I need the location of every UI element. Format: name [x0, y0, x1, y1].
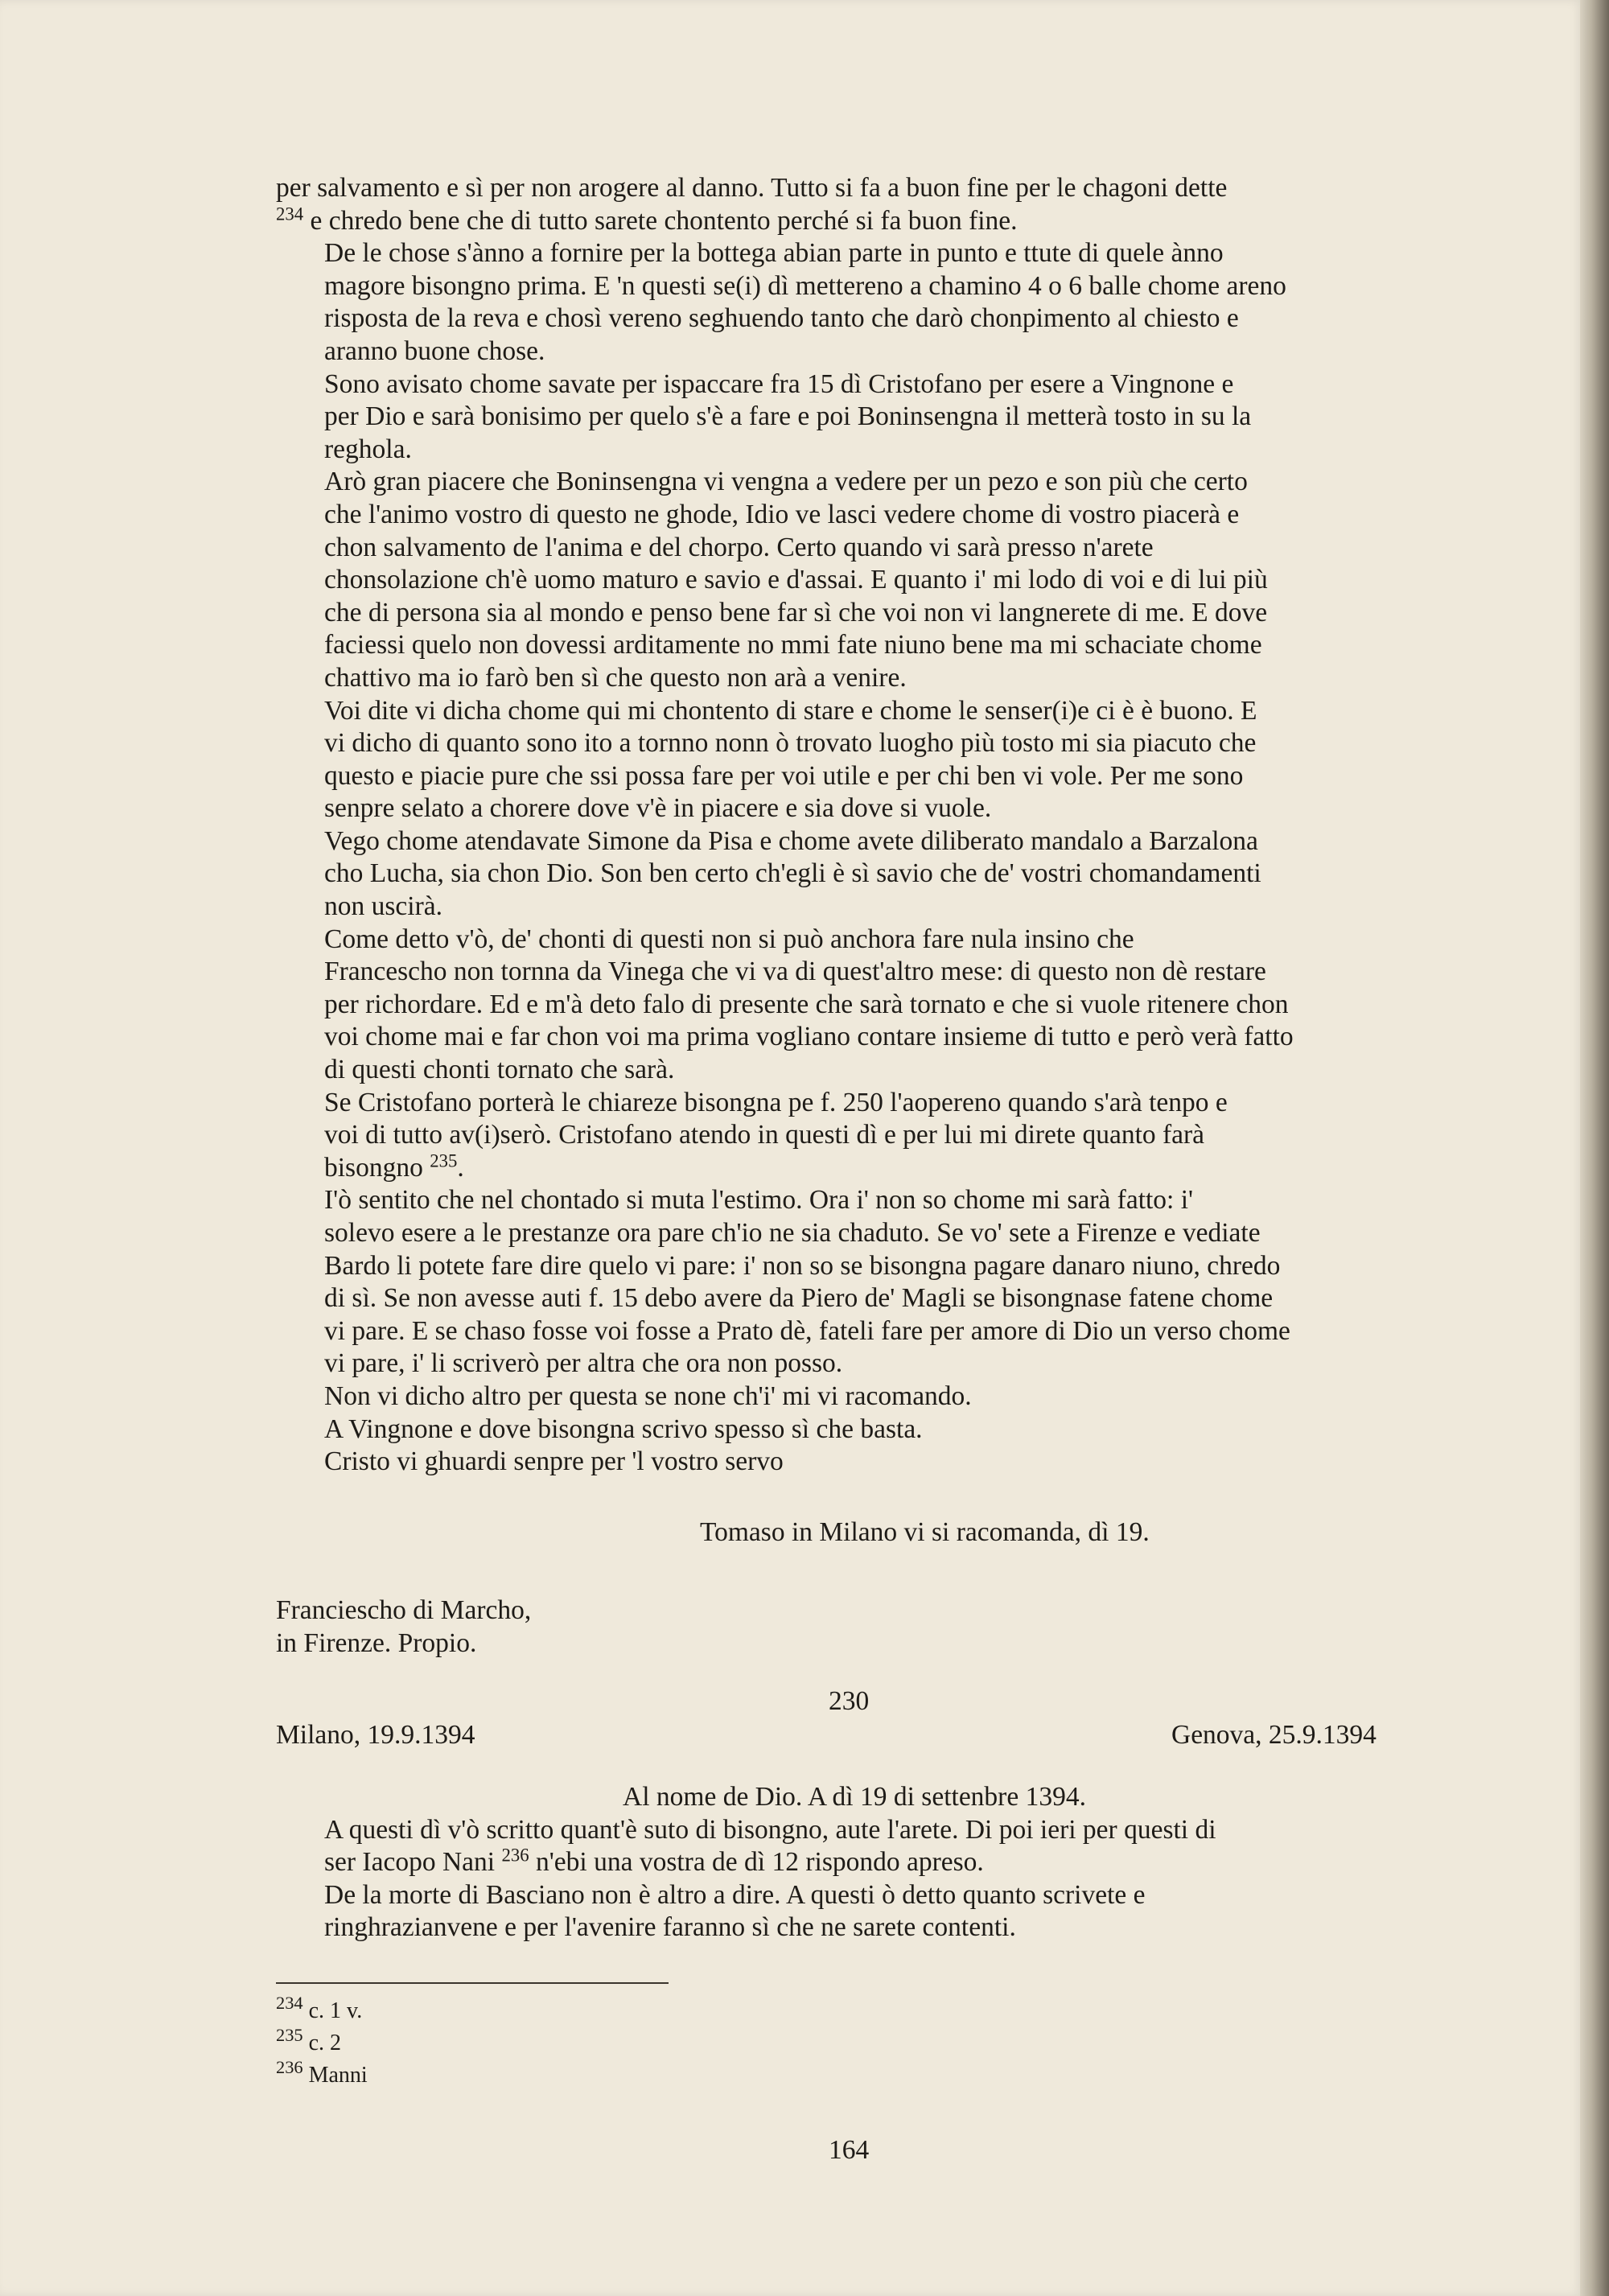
text-line: Bardo li potete fare dire quelo vi pare: i' non so se bisongna pagare danaro niuno, chredo	[324, 1250, 1281, 1281]
text-line: Voi dite vi dicha chome qui mi chontento di stare e chome le senser(i)e ci è è buono. E	[324, 695, 1257, 726]
text-line: solevo esere a le prestanze ora pare ch'io ne sia chaduto. Se vo' sete a Firenze e vediate	[324, 1218, 1261, 1248]
footnote	[276, 1992, 368, 2027]
text-line: questo e piacie pure che ssi possa fare per voi utile e per chi ben vi vole. Per me sono	[324, 760, 1244, 791]
paragraph	[276, 1413, 1433, 1446]
place-to: Genova, 25.9.1394	[1171, 1720, 1376, 1750]
text-line: chonsolazione ch'è uomo maturo e savio e d'assai. E quanto i' mi lodo di voi e di lui più	[324, 565, 1268, 595]
text-line: voi di tutto av(i)serò. Cristofano atendo in questi dì e per lui mi direte quanto farà	[324, 1120, 1205, 1150]
text-line: non uscirà.	[324, 891, 442, 922]
paragraph	[276, 466, 1433, 694]
footnote-text: c. 2	[308, 2031, 342, 2055]
paragraph	[276, 1814, 1433, 1879]
paragraph	[276, 695, 1433, 825]
footnote-rule	[276, 1982, 669, 1984]
text-line: voi chome mai e far chon voi ma prima vogliano contare insieme di tutto e però verà fatto	[324, 1022, 1294, 1052]
paragraph	[276, 924, 1433, 1087]
text-line: De la morte di Basciano non è altro a dire. A questi ò detto quanto scrivete e	[324, 1879, 1146, 1910]
page-number: 164	[829, 2135, 870, 2165]
addressee-line: in Firenze. Propio.	[276, 1627, 477, 1658]
footnote-ref: 234	[276, 204, 304, 224]
text-line: Se Cristofano porterà le chiareze bisongna pe f. 250 l'aopereno quando s'arà tenpo e	[324, 1087, 1228, 1117]
letter-number: 230	[829, 1686, 870, 1716]
paragraph	[276, 1879, 1433, 1944]
text-line: ringhrazianvene e per l'avenire faranno sì che ne sarete contenti.	[324, 1912, 1016, 1943]
salutation: Al nome de Dio. A dì 19 di settenbre 1394.	[623, 1782, 1086, 1812]
text-line: per richordare. Ed e m'à deto falo di presente che sarà tornato e che si vuole ritenere chon	[324, 989, 1289, 1019]
paragraph	[276, 1446, 1433, 1479]
text-line: faciessi quelo non dovessi arditamente no mmi fate niuno bene ma mi schaciate chome	[324, 630, 1262, 660]
text-line: magore bisongno prima. E 'n questi se(i) dì mettereno a chamino 4 o 6 balle chome areno	[324, 270, 1286, 301]
paragraph	[276, 172, 1433, 237]
text-line: I'ò sentito che nel chontado si muta l'estimo. Ora i' non so chome mi sarà fatto: i'	[324, 1185, 1194, 1216]
footnote-ref: 236	[501, 1845, 529, 1866]
text-line: bisongno $^{235}$.	[324, 1150, 464, 1183]
text-line: Francescho non tornna da Vinega che vi va di quest'altro mese: di questo non dè restare	[324, 957, 1266, 987]
paragraph	[276, 1184, 1433, 1380]
text-line: Come detto v'ò, de' chonti di questi non si può anchora fare nula insino che	[324, 924, 1134, 954]
text-line: reghola.	[324, 434, 412, 464]
paragraph	[276, 825, 1433, 924]
text-line: vi pare. E se chaso fosse voi fosse a Prato dè, fateli fare per amore di Dio un verso chome	[324, 1315, 1290, 1346]
text-line: Arò gran piacere che Boninsengna vi vengna a vedere per un pezo e son più che certo	[324, 467, 1248, 497]
text-line: per salvamento e sì per non arogere al danno. Tutto si fa a buon fine per le chagoni dette	[276, 173, 1228, 203]
text-line: chon salvamento de l'anima e del chorpo. Certo quando vi sarà presso n'arete	[324, 532, 1154, 562]
book-binding-shadow	[1580, 0, 1609, 2296]
footnote-number: 234	[276, 1992, 303, 2013]
text-line: di questi chonti tornato che sarà.	[324, 1055, 675, 1085]
letter-229-body	[276, 172, 1433, 1479]
footnote-number: 235	[276, 2024, 303, 2045]
footnote	[276, 2056, 368, 2092]
signoff: Tomaso in Milano vi si racomanda, dì 19.	[700, 1517, 1150, 1547]
text-line: Cristo vi ghuardi senpre per 'l vostro servo	[324, 1446, 784, 1477]
text-line: che di persona sia al mondo e penso bene far sì che voi non vi langnerete di me. E dove	[324, 597, 1268, 627]
text-line: Non vi dicho altro per questa se none ch'i' mi vi racomando.	[324, 1380, 972, 1411]
letter-230-body	[276, 1781, 1433, 1944]
addressee-line: Franciescho di Marcho,	[276, 1595, 532, 1625]
text-line: A Vingnone e dove bisongna scrivo spesso sì che basta.	[324, 1413, 923, 1444]
text-line: Sono avisato chome savate per ispaccare fra 15 dì Cristofano per esere a Vingnone e	[324, 368, 1234, 399]
footnotes	[276, 1992, 368, 2092]
text-line: risposta de la reva e chosì vereno seghuendo tanto che darò chonpimento al chiesto e	[324, 303, 1239, 334]
text-line: per Dio e sarà bonisimo per quelo s'è a fare e poi Boninsengna il metterà tosto in su la	[324, 401, 1252, 432]
text-line: di sì. Se non avesse auti f. 15 debo avere da Piero de' Magli se bisongnase fatene chome	[324, 1283, 1274, 1314]
text-line: Vego chome atendavate Simone da Pisa e chome avete diliberato mandalo a Barzalona	[324, 825, 1258, 856]
footnote-number: 236	[276, 2056, 303, 2077]
footnote-text: Manni	[308, 2063, 368, 2088]
text-line: cho Lucha, sia chon Dio. Son ben certo ch'egli è sì savio che de' vostri chomandamenti	[324, 858, 1261, 889]
text-line: senpre selato a chorere dove v'è in piacere e sia dove si vuole.	[324, 793, 992, 824]
footnote	[276, 2024, 368, 2059]
text-line: chattivo ma io farò ben sì che questo non arà a venire.	[324, 662, 907, 693]
paragraph	[276, 1087, 1433, 1185]
text-line: A questi dì v'ò scritto quant'è suto di bisongno, aute l'arete. Di poi ieri per questi di	[324, 1814, 1216, 1845]
text-line: vi pare, i' li scriverò per altra che ora non posso.	[324, 1348, 843, 1379]
paragraph	[276, 368, 1433, 467]
paragraph	[276, 1380, 1433, 1413]
addressee	[276, 1594, 531, 1660]
text-line: De le chose s'ànno a fornire per la bottega abian parte in punto e ttute di quele ànno	[324, 238, 1224, 269]
text-line: ser Iacopo Nani $^{236}$ n'ebi una vostra de dì 12 rispondo apreso.	[324, 1845, 984, 1878]
place-from: Milano, 19.9.1394	[276, 1720, 475, 1750]
text-line: $^{234}$ e chredo bene che di tutto sarete chontento perché si fa buon fine.	[276, 204, 1018, 236]
text-line: aranno buone chose.	[324, 335, 545, 366]
footnote-ref: 235	[430, 1150, 458, 1171]
text-line: vi dicho di quanto sono ito a tornno nonn ò trovato luogho più tosto mi sia piacuto che	[324, 728, 1257, 759]
footnote-text: c. 1 v.	[308, 1998, 363, 2023]
text-line: che l'animo vostro di questo ne ghode, Idio ve lasci vedere chome di vostro piacerà e	[324, 499, 1240, 529]
paragraph	[276, 237, 1433, 368]
